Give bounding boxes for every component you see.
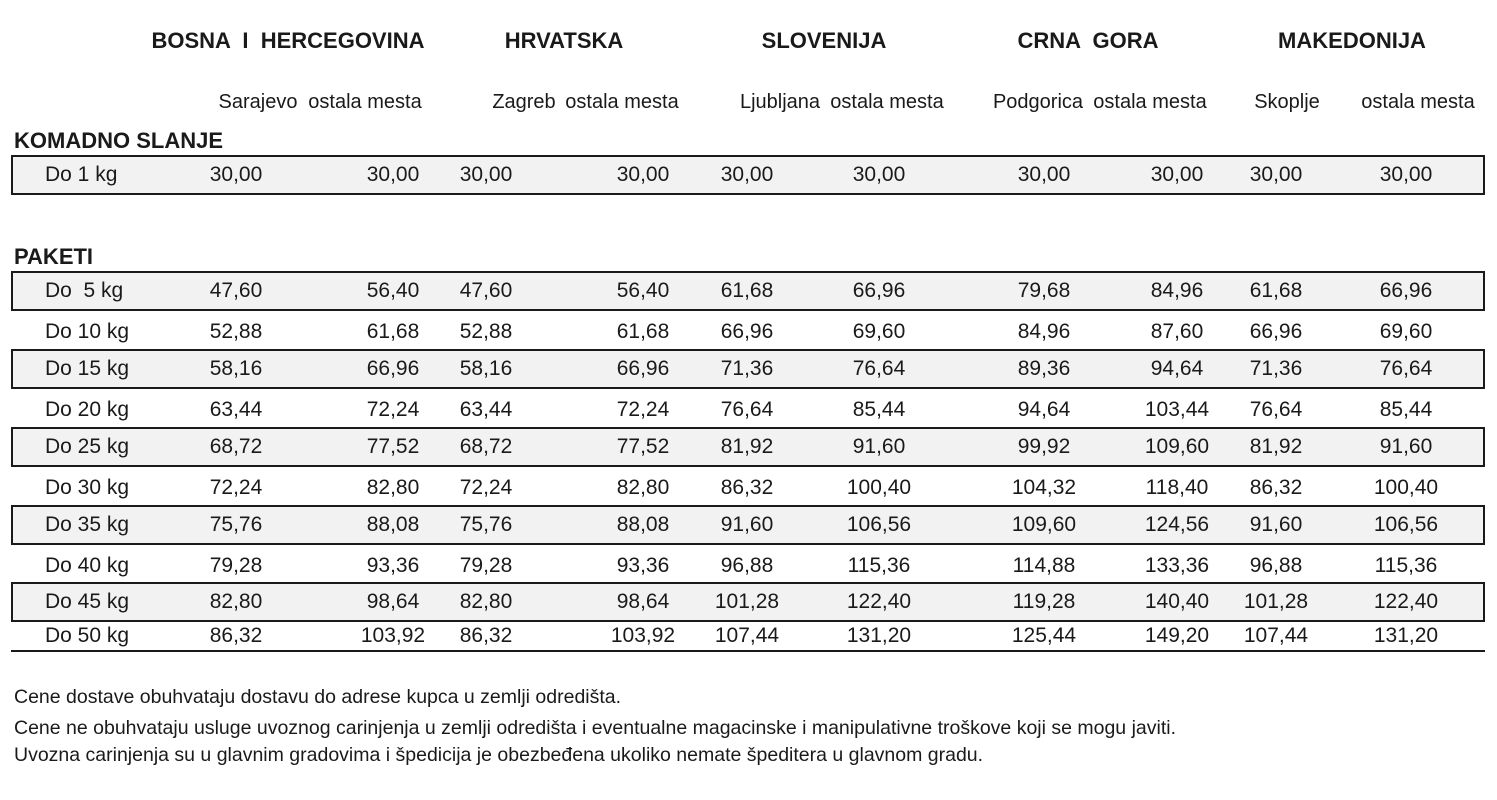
price-cell: 77,52 <box>366 435 420 458</box>
price-cell: 93,36 <box>616 554 670 577</box>
price-cell: 118,40 <box>1145 476 1209 499</box>
weight-label: Do 20 kg <box>45 398 130 421</box>
price-cell: 98,64 <box>616 590 670 613</box>
weight-label: Do 45 kg <box>45 590 130 613</box>
price-cell: 30,00 <box>1379 163 1433 186</box>
price-cell: 76,64 <box>720 398 774 421</box>
table-row <box>11 469 1485 507</box>
note-customs: Cene ne obuhvataju usluge uvoznog carinjenja u zemlji odredišta i eventualne magacinske i manipulativne troškove koji se mogu javiti. <box>14 717 1177 739</box>
section-title-paketi: PAKETI <box>14 244 94 269</box>
price-cell: 124,56 <box>1144 513 1210 536</box>
price-cell: 82,80 <box>459 590 513 613</box>
price-cell: 125,44 <box>1011 623 1077 647</box>
price-cell: 91,60 <box>1249 513 1303 536</box>
price-cell: 87,60 <box>1150 320 1204 343</box>
price-cell: 131,20 <box>846 623 912 647</box>
price-cell: 61,68 <box>720 279 774 302</box>
price-cell: 104,32 <box>1011 476 1077 499</box>
price-cell: 114,88 <box>1012 554 1076 577</box>
price-cell: 52,88 <box>459 320 513 343</box>
price-cell: 30,00 <box>852 163 906 186</box>
price-cell: 106,56 <box>846 513 912 536</box>
price-cell: 68,72 <box>459 435 513 458</box>
weight-label: Do 50 kg <box>45 623 130 647</box>
price-cell: 69,60 <box>852 320 906 343</box>
price-cell: 66,96 <box>366 357 420 380</box>
weight-label: Do 25 kg <box>45 435 130 458</box>
table-row <box>11 505 1485 545</box>
price-cell: 56,40 <box>616 279 670 302</box>
price-cell: 106,56 <box>1373 513 1439 536</box>
price-cell: 88,08 <box>366 513 420 536</box>
price-cell: 91,60 <box>720 513 774 536</box>
price-cell: 30,00 <box>1150 163 1204 186</box>
table-row <box>11 155 1485 195</box>
price-cell: 86,32 <box>720 476 774 499</box>
table-row <box>11 582 1485 622</box>
price-cell: 47,60 <box>209 279 263 302</box>
city-header-cg-other: ostala mesta <box>1093 91 1207 113</box>
price-cell: 86,32 <box>209 623 263 647</box>
price-cell: 109,60 <box>1011 513 1077 536</box>
price-cell: 77,52 <box>616 435 670 458</box>
weight-label: Do 5 kg <box>45 279 124 302</box>
price-cell: 30,00 <box>616 163 670 186</box>
price-cell: 79,28 <box>459 554 513 577</box>
price-cell: 56,40 <box>366 279 420 302</box>
table-row <box>11 391 1485 429</box>
weight-label: Do 1 kg <box>45 163 118 186</box>
price-cell: 47,60 <box>459 279 513 302</box>
price-cell: 79,28 <box>209 554 263 577</box>
price-cell: 91,60 <box>852 435 906 458</box>
section-title-komadno: KOMADNO SLANJE <box>14 128 224 153</box>
price-cell: 85,44 <box>852 398 906 421</box>
weight-label: Do 15 kg <box>45 357 130 380</box>
price-cell: 71,36 <box>720 357 774 380</box>
price-cell: 82,80 <box>366 476 420 499</box>
price-cell: 58,16 <box>459 357 513 380</box>
price-cell: 66,96 <box>720 320 774 343</box>
price-cell: 101,28 <box>1243 590 1309 613</box>
price-cell: 66,96 <box>1379 279 1433 302</box>
price-cell: 94,64 <box>1017 398 1071 421</box>
price-cell: 149,20 <box>1144 623 1210 647</box>
price-cell: 100,40 <box>1373 476 1439 499</box>
city-header-skoplje: Skoplje <box>1254 91 1320 113</box>
country-header-hrvatska: HRVATSKA <box>504 28 624 53</box>
table-row <box>11 349 1485 389</box>
price-cell: 76,64 <box>1249 398 1303 421</box>
price-cell: 85,44 <box>1379 398 1433 421</box>
price-cell: 88,08 <box>616 513 670 536</box>
price-cell: 122,40 <box>1373 590 1439 613</box>
country-header-crna-gora: CRNA GORA <box>1017 28 1159 53</box>
price-cell: 66,96 <box>852 279 906 302</box>
price-cell: 99,92 <box>1017 435 1071 458</box>
price-cell: 72,24 <box>616 398 670 421</box>
country-header-makedonija: MAKEDONIJA <box>1278 28 1426 53</box>
price-cell: 103,44 <box>1144 398 1210 421</box>
note-forwarding: Uvozna carinjenja su u glavnim gradovima i špedicija je obezbeđena ukoliko nemate špeditera u glavnom gradu. <box>14 744 984 766</box>
price-cell: 79,68 <box>1017 279 1071 302</box>
price-cell: 61,68 <box>616 320 670 343</box>
price-cell: 103,92 <box>360 623 426 647</box>
price-cell: 63,44 <box>209 398 263 421</box>
price-cell: 61,68 <box>366 320 420 343</box>
price-cell: 86,32 <box>1249 476 1303 499</box>
weight-label: Do 40 kg <box>45 554 130 577</box>
table-row <box>11 313 1485 351</box>
price-cell: 82,80 <box>616 476 670 499</box>
price-cell: 75,76 <box>209 513 263 536</box>
price-cell: 91,60 <box>1379 435 1433 458</box>
price-cell: 61,68 <box>1249 279 1303 302</box>
price-cell: 103,92 <box>610 623 676 647</box>
price-cell: 75,76 <box>459 513 513 536</box>
price-cell: 30,00 <box>459 163 513 186</box>
price-cell: 63,44 <box>459 398 513 421</box>
price-cell: 30,00 <box>1249 163 1303 186</box>
price-cell: 72,24 <box>459 476 513 499</box>
note-delivery: Cene dostave obuhvataju dostavu do adrese kupca u zemlji odredišta. <box>14 686 622 708</box>
price-cell: 69,60 <box>1379 320 1433 343</box>
table-row <box>11 547 1485 585</box>
table-row <box>11 271 1485 311</box>
price-cell: 81,92 <box>1249 435 1303 458</box>
price-cell: 71,36 <box>1249 357 1303 380</box>
price-cell: 94,64 <box>1150 357 1204 380</box>
price-cell: 131,20 <box>1373 623 1439 647</box>
table-row <box>11 621 1485 652</box>
price-cell: 122,40 <box>846 590 912 613</box>
price-cell: 96,88 <box>1249 554 1303 577</box>
price-cell: 72,24 <box>209 476 263 499</box>
price-cell: 30,00 <box>720 163 774 186</box>
city-header-zagreb: Zagreb <box>492 91 556 113</box>
price-cell: 119,28 <box>1012 590 1076 613</box>
price-cell: 133,36 <box>1144 554 1210 577</box>
price-cell: 82,80 <box>209 590 263 613</box>
price-cell: 84,96 <box>1150 279 1204 302</box>
country-header-bih: BOSNA I HERCEGOVINA <box>151 28 425 53</box>
price-cell: 76,64 <box>1379 357 1433 380</box>
price-cell: 30,00 <box>1017 163 1071 186</box>
price-cell: 66,96 <box>616 357 670 380</box>
price-cell: 101,28 <box>714 590 780 613</box>
price-cell: 86,32 <box>459 623 513 647</box>
price-cell: 98,64 <box>366 590 420 613</box>
price-cell: 96,88 <box>720 554 774 577</box>
price-cell: 140,40 <box>1144 590 1210 613</box>
city-header-podgorica: Podgorica <box>992 91 1084 113</box>
price-cell: 115,36 <box>1374 554 1438 577</box>
city-header-si-other: ostala mesta <box>830 91 944 113</box>
price-cell: 109,60 <box>1144 435 1210 458</box>
country-header-slovenija: SLOVENIJA <box>761 28 887 53</box>
weight-label: Do 30 kg <box>45 476 130 499</box>
price-cell: 58,16 <box>209 357 263 380</box>
city-header-bih-other: ostala mesta <box>308 91 422 113</box>
price-cell: 93,36 <box>366 554 420 577</box>
price-cell: 76,64 <box>852 357 906 380</box>
price-cell: 100,40 <box>846 476 912 499</box>
price-cell: 72,24 <box>366 398 420 421</box>
table-row <box>11 427 1485 467</box>
weight-label: Do 35 kg <box>45 513 130 536</box>
price-cell: 81,92 <box>720 435 774 458</box>
price-cell: 115,36 <box>847 554 911 577</box>
city-header-ljubljana: Ljubljana <box>739 91 821 113</box>
price-cell: 30,00 <box>366 163 420 186</box>
city-header-hr-other: ostala mesta <box>565 91 679 113</box>
price-cell: 107,44 <box>714 623 780 647</box>
price-cell: 66,96 <box>1249 320 1303 343</box>
price-cell: 107,44 <box>1243 623 1309 647</box>
price-cell: 52,88 <box>209 320 263 343</box>
weight-label: Do 10 kg <box>45 320 130 343</box>
city-header-mk-other: ostala mesta <box>1361 91 1475 113</box>
price-cell: 30,00 <box>209 163 263 186</box>
price-cell: 89,36 <box>1017 357 1071 380</box>
price-cell: 84,96 <box>1017 320 1071 343</box>
city-header-sarajevo: Sarajevo <box>218 91 298 113</box>
price-cell: 68,72 <box>209 435 263 458</box>
